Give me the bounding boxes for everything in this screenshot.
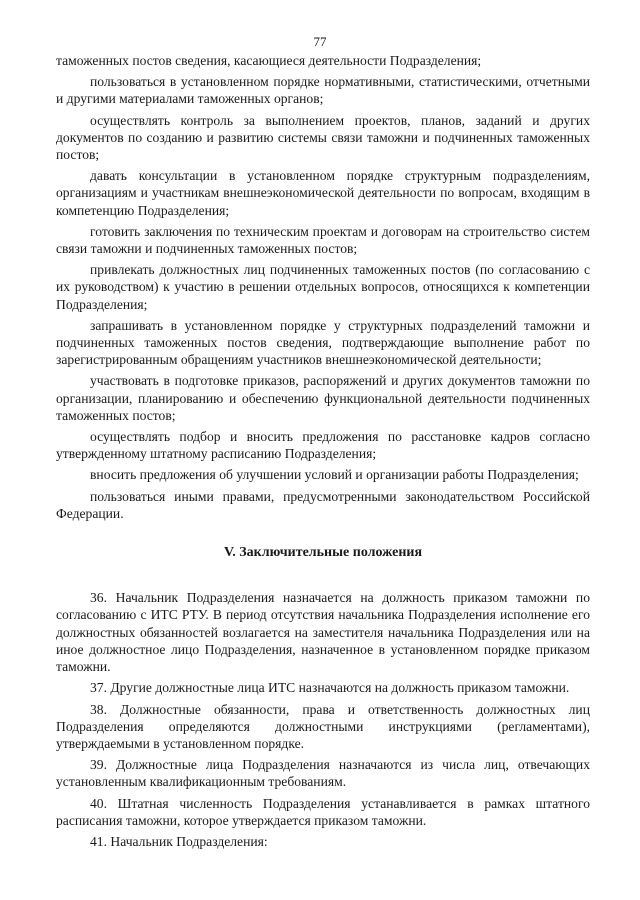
rights-list-item: запрашивать в установленном порядке у структурных подразделений таможни и подчиненных таможенных постов сведения, подтверждающие выполнение работ по зарегистрированным обращениям участников внешнеэкономической деятельности;: [56, 317, 590, 368]
rights-list-item: пользоваться в установленном порядке нормативными, статистическими, отчетными и другими материалами таможенных органов;: [56, 74, 590, 107]
numbered-paragraph: 37. Другие должностные лица ИТС назначаются на должность приказом таможни.: [90, 680, 570, 696]
numbered-paragraph: 41. Начальник Подразделения:: [90, 833, 268, 849]
numbered-paragraph: 38. Должностные обязанности, права и ответственность должностных лиц Подразделения определяются должностными инструкциями (регламентами), утверждаемыми в установленном порядке.: [56, 701, 590, 751]
rights-list-item: готовить заключения по техническим проектам и договорам на строительство систем связи таможни и подчиненных таможенных постов;: [56, 223, 590, 257]
rights-list-item: пользоваться иными правами, предусмотренными законодательством Российской Федерации.: [56, 488, 590, 521]
rights-list-item: осуществлять подбор и вносить предложения по расстановке кадров согласно утвержденному штатному расписанию Подразделения;: [56, 429, 590, 462]
document-body: [56, 52, 590, 854]
section-title: V. Заключительные положения: [223, 545, 423, 561]
numbered-paragraph: 40. Штатная численность Подразделения устанавливается в рамках штатного расписания таможни, которое утверждается приказом таможни.: [56, 795, 590, 828]
rights-list-item: вносить предложения об улучшении условий и организации работы Подразделения;: [90, 467, 579, 483]
rights-list-item: участвовать в подготовке приказов, распоряжений и других документов таможни по организации, планированию и обеспечению функциональной деятельности подчиненных таможенных постов;: [56, 373, 590, 423]
rights-list-item: давать консультации в установленном порядке структурным подразделениям, организациям и участникам внешнеэкономической деятельности по вопросам, входящим в компетенцию Подразделения;: [56, 168, 590, 218]
rights-list-item: таможенных постов сведения, касающиеся деятельности Подразделения;: [56, 53, 482, 68]
numbered-paragraph: 39. Должностные лица Подразделения назначаются из числа лиц, отвечающих установленным квалификационным требованиям.: [56, 757, 590, 790]
rights-list-item: привлекать должностных лиц подчиненных таможенных постов (по согласованию с их руководством) к участию в решении отдельных вопросов, относящихся к компетенции Подразделения;: [56, 262, 590, 312]
page-number: 77: [313, 34, 327, 49]
numbered-paragraph: 36. Начальник Подразделения назначается на должность приказом таможни по согласованию с ИТС РТУ. В период отсутствия начальника Подразделения исполнение его должностных обязанностей возлагается на заместителя начальника Подразделения или на иное должностное лицо Подразделения, назначенное в установленном порядке приказом таможни.: [56, 590, 590, 675]
rights-list-item: осуществлять контроль за выполнением проектов, планов, заданий и других документов по созданию и развитию системы связи таможни и подчиненных таможенных постов;: [56, 112, 590, 163]
